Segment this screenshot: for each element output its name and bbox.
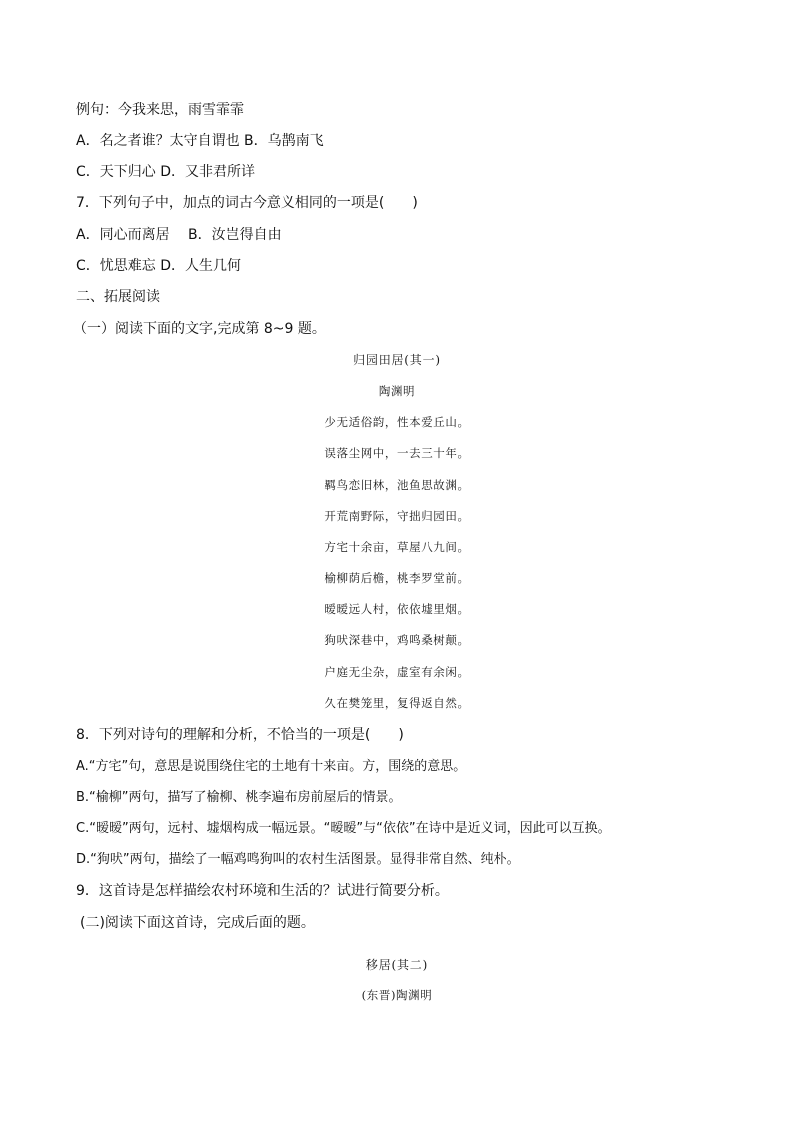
poem1-title: 归园田居(其一) (353, 353, 441, 367)
example-sentence: 例句：今我来思，雨雪霏霏 (76, 102, 244, 118)
poem1-line: 榆柳荫后檐，桃李罗堂前。 (324, 571, 470, 585)
poem2-title: 移居(其二) (365, 958, 429, 972)
poem1-line: 羁鸟恋旧林，池鱼思故渊。 (324, 478, 470, 492)
option-ab: A．名之者谁？太守自谓也 B．乌鹊南飞 (76, 133, 324, 149)
question-8-option-b: B.“榆柳”两句，描写了榆柳、桃李遍布房前屋后的情景。 (76, 790, 402, 805)
poem2-author: (东晋)陶渊明 (361, 988, 433, 1002)
poem1-author: 陶渊明 (378, 384, 416, 398)
poem1-line: 狗吠深巷中，鸡鸣桑树颠。 (324, 633, 470, 647)
question-8-option-c: C.“暧暧”两句，远村、墟烟构成一幅远景。“暧暧”与“依依”在诗中是近义词，因此可以互换。 (76, 821, 611, 836)
poem1-line: 暧暧远人村，依依墟里烟。 (324, 602, 470, 616)
poem1-line: 开荒南野际，守拙归园田。 (324, 509, 470, 523)
poem1-line: 久在樊笼里，复得返自然。 (324, 696, 470, 710)
subsection-heading-1: （一）阅读下面的文字,完成第 8~9 题。 (73, 321, 326, 337)
question-7-options-cd: C．忧思难忘 D．人生几何 (76, 258, 242, 274)
poem1-line: 少无适俗韵，性本爱丘山。 (324, 415, 470, 429)
poem1-line: 户庭无尘杂，虚室有余闲。 (324, 665, 470, 679)
question-8-option-a: A.“方宅”句，意思是说围绕住宅的土地有十来亩。方，围绕的意思。 (76, 759, 467, 774)
question-8-option-d: D.“狗吠”两句，描绘了一幅鸡鸣狗叫的农村生活图景。显得非常自然、纯朴。 (76, 852, 520, 867)
question-7-options-ab: A．同心而离居 B．汝岂得自由 (76, 227, 282, 243)
question-8: 8．下列对诗句的理解和分析，不恰当的一项是( ) (76, 727, 404, 743)
poem1-line: 方宅十余亩，草屋八九间。 (324, 540, 470, 554)
question-7: 7．下列句子中，加点的词古今意义相同的一项是( ) (76, 195, 418, 211)
subsection-heading-2: (二)阅读下面这首诗，完成后面的题。 (80, 915, 315, 931)
option-cd: C．天下归心 D．又非君所详 (76, 164, 256, 180)
question-9: 9．这首诗是怎样描绘农村环境和生活的？试进行简要分析。 (76, 883, 449, 899)
section-heading: 二、拓展阅读 (76, 289, 160, 305)
poem1-line: 误落尘网中，一去三十年。 (324, 446, 470, 460)
